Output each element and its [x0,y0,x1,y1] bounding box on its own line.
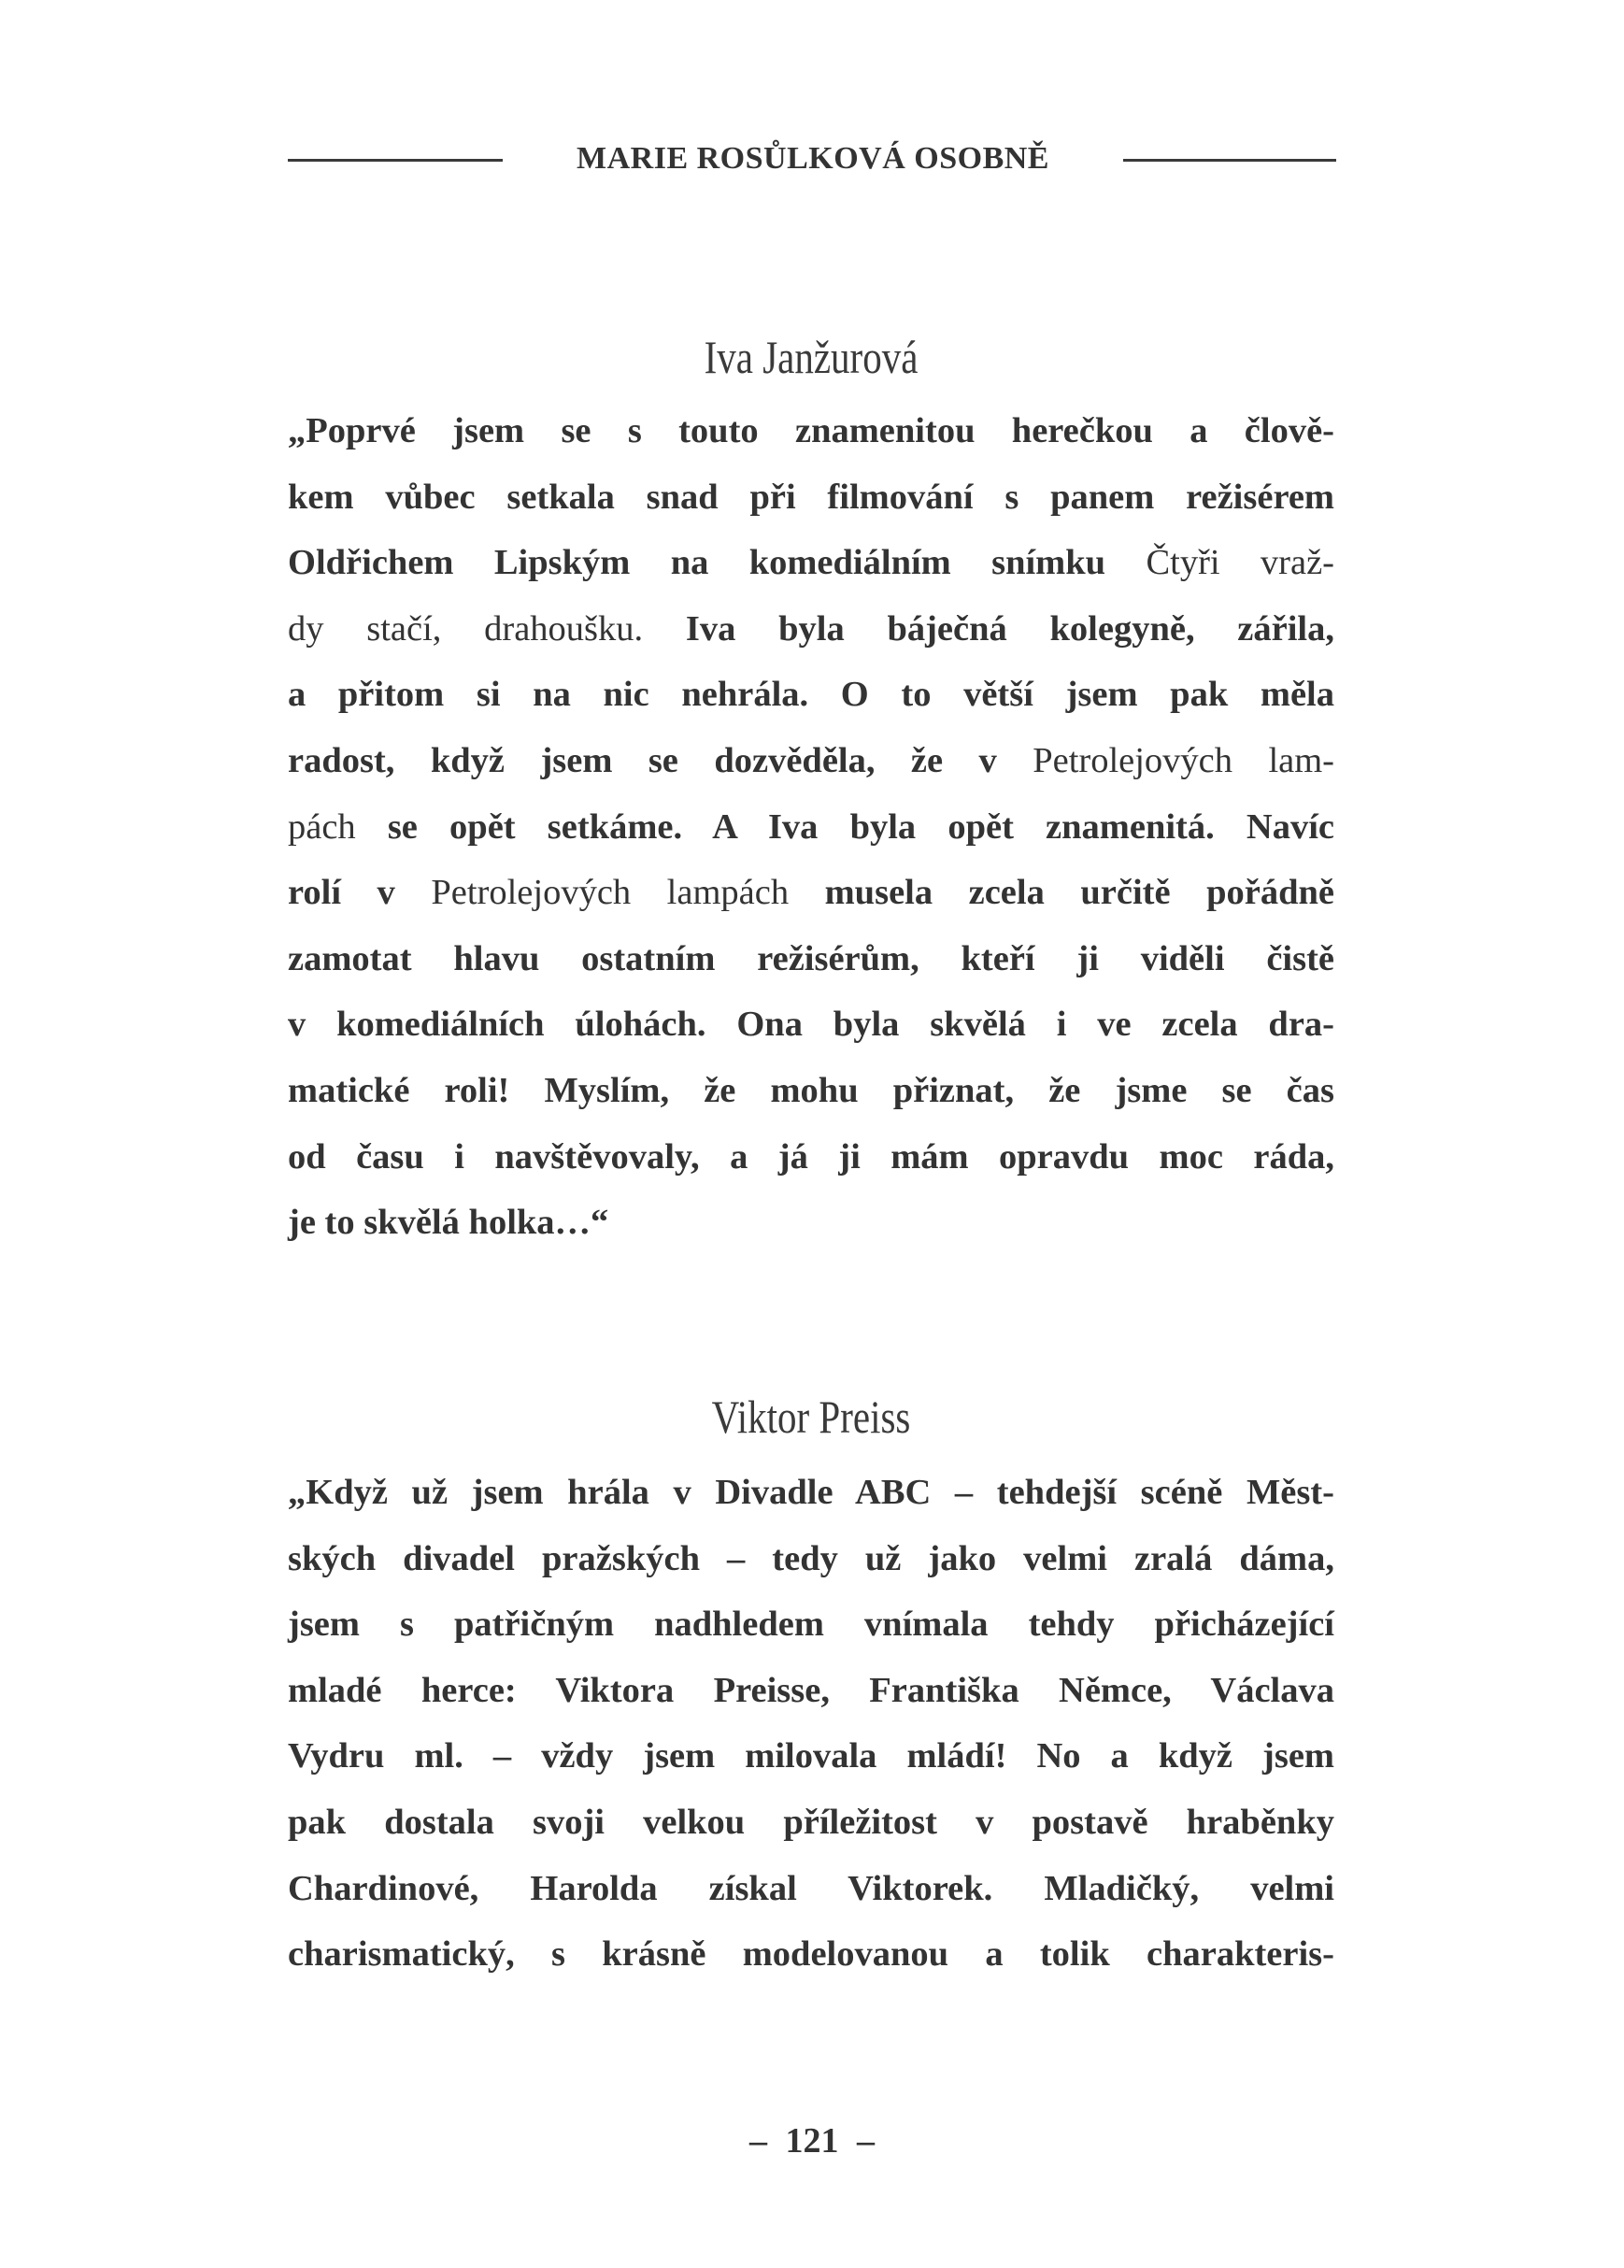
text-line [288,1124,1334,1191]
quote-text: rolí v [288,873,432,913]
text-line [288,464,1334,531]
quote-text: matické roli! Myslím, že mohu přiznat, že jsme se čas [288,1070,1334,1110]
text-line [288,596,1334,663]
text-line [288,728,1334,794]
quote-text: mladé herce: Viktora Preisse, Františka Němce, Václava [288,1670,1334,1710]
text-line [288,860,1334,926]
header-rule-left [288,159,503,162]
quote-text: a přitom si na nic nehrála. O to větší jsem pak měla [288,675,1334,715]
quote-text: od času i navštěvovaly, a já ji mám opravdu moc ráda, [288,1136,1334,1177]
quote-text: je to skvělá holka…“ [288,1203,609,1243]
text-line [288,1921,1334,1988]
header-rule-right [1123,159,1336,162]
text-line [288,1460,1334,1526]
text-line [288,1723,1334,1790]
quote-text: musela zcela určitě pořádně [824,873,1334,913]
text-line [288,926,1334,992]
text-line [288,991,1334,1058]
title-text: pách [288,806,388,847]
text-line [288,1058,1334,1124]
section-heading-iva-janzurova: Iva Janžurová [704,331,919,383]
text-line [288,1526,1334,1592]
running-header-title: MARIE ROSŮLKOVÁ OSOBNĚ [577,141,1049,176]
quote-text: kem vůbec setkala snad při filmování s panem režisérem [288,477,1334,517]
page-number: – 121 – [749,2121,875,2161]
quote-text: zamotat hlavu ostatním režisérům, kteří ji viděli čistě [288,938,1334,978]
text-line [288,662,1334,728]
quote-text: „Poprvé jsem se s touto znamenitou herečkou a člově- [288,411,1334,450]
running-header [288,131,1336,189]
section-heading-viktor-preiss: Viktor Preiss [711,1391,911,1443]
text-line [288,398,1334,464]
quote-text: Vydru ml. – vždy jsem milovala mládí! No a když jsem [288,1736,1334,1776]
quote-iva-janzurova [288,398,1334,1256]
text-line [288,1658,1334,1724]
quote-text: se opět setkáme. A Iva byla opět znamenitá. Navíc [387,806,1334,847]
title-text: Petrolejových lam- [1033,740,1334,780]
title-text: Petrolejových lampách [431,873,825,913]
quote-text: „Když už jsem hrála v Divadle ABC – tehdejší scéně Měst- [288,1473,1334,1512]
text-line [288,1856,1334,1922]
quote-text: ských divadel pražských – tedy už jako velmi zralá dáma, [288,1538,1334,1578]
quote-text: Chardinové, Harolda získal Viktorek. Mladičký, velmi [288,1868,1334,1908]
title-text: dy stačí, drahoušku. [288,608,686,649]
quote-text: Oldřichem Lipským na komediálním snímku [288,543,1147,583]
text-line [288,1591,1334,1658]
quote-text: pak dostala svoji velkou příležitost v postavě hraběnky [288,1802,1334,1842]
title-text: Čtyři vraž- [1146,543,1334,583]
quote-text: Iva byla báječná kolegyně, zářila, [685,608,1334,649]
quote-text: v komediálních úlohách. Ona byla skvělá i ve zcela dra- [288,1005,1334,1045]
text-line [288,530,1334,596]
text-line [288,794,1334,861]
quote-viktor-preiss [288,1460,1334,1988]
text-line [288,1190,1334,1256]
text-line [288,1790,1334,1856]
quote-text: charismatický, s krásně modelovanou a tolik charakteris- [288,1934,1334,1975]
quote-text: radost, když jsem se dozvěděla, že v [288,740,1033,780]
quote-text: jsem s patřičným nadhledem vnímala tehdy přicházející [288,1605,1334,1645]
